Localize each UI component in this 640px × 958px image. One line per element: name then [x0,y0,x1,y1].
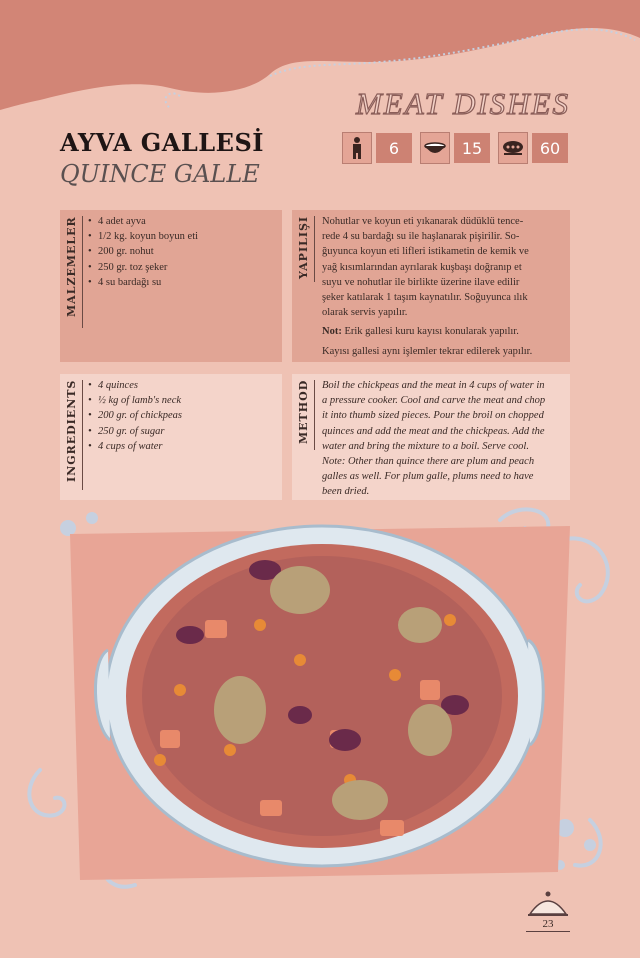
prep-time-stat [420,132,490,164]
recipe-stats [342,132,568,164]
list-item: • 4 cups of water [88,439,182,454]
text-line: yağ kısımlarından ayrılarak kuşbaşı doğranıp et [322,261,522,273]
prep-time-value: 15 [454,133,490,163]
text-line: olarak servis yapılır. [322,307,408,319]
note-label: Not: [322,326,342,338]
dish-photo [0,500,640,920]
list-item: • 200 gr. nohut [88,244,198,259]
cook-time-stat [498,132,568,164]
servings-value: 6 [376,133,412,163]
ingredients-label: INGREDIENTS [65,380,78,483]
servings-stat [342,132,412,164]
method-panel [292,374,570,500]
text-line: rede 4 su bardağı su ile haşlanarak pişirilir. So- [322,231,520,243]
cloche-icon [526,888,570,918]
text-line: suyu ve nohutlar ile birlikte üzerine ilave edilir [322,276,520,288]
list-item: • 200 gr. of chickpeas [88,408,182,423]
list-item: • 1/2 kg. koyun boyun eti [88,229,198,244]
list-item: • 4 adet ayva [88,214,198,229]
text-line: quinces and add the meat and the chickpeas. Add the [322,425,545,437]
malzemeler-label: MALZEMELER [65,216,78,317]
list-item: • 250 gr. of sugar [88,424,182,439]
divider [82,216,83,328]
text-line: been dried. [322,486,370,498]
ingredients-list [88,378,182,454]
cook-time-value: 60 [532,133,568,163]
yapilisi-panel [292,210,570,362]
text-line: water and bring the mixture to a boil. Serve cool. [322,440,529,452]
malzemeler-panel [60,210,282,362]
text-line: galles as well. For plum galle, plums need to have [322,471,534,483]
divider [82,380,83,490]
list-item: • ½ kg of lamb's neck [88,393,182,408]
pot-icon [420,132,450,164]
text-line: Nohutlar ve koyun eti yıkanarak düdüklü tence- [322,216,524,227]
yapilisi-text [322,214,564,359]
list-item: • 4 quinces [88,378,182,393]
list-item: • 250 gr. toz şeker [88,260,198,275]
page-number-underline [526,931,570,932]
method-label: METHOD [297,380,310,445]
note-line-2: Kayısı gallesi aynı işlemler tekrar edilerek yapılır. [322,345,533,357]
person-icon [342,132,372,164]
text-line: a pressure cooker. Cool and carve the meat and chop [322,395,546,407]
text-line: it into thumb sized pieces. Pour the broil on chopped [322,410,544,422]
category-heading: MEAT DISHES [355,86,570,121]
yapilisi-label: YAPILIŞI [297,216,310,280]
list-item: • 4 su bardağı su [88,275,198,290]
stove-icon [498,132,528,164]
page-number: 23 [542,918,554,930]
divider [314,380,315,450]
text-line: ğuyunca koyun eti lifleri istikametin de kemik ve [322,246,529,258]
malzemeler-list [88,214,198,290]
method-text [322,378,564,500]
note-line [322,324,564,339]
note-text: Erik gallesi kuru kayısı konularak yapılır. [344,326,519,338]
recipe-title: AYVA GALLESİ [60,128,265,157]
text-line: Boil the chickpeas and the meat in 4 cups of water in [322,380,545,391]
text-line: Note: Other than quince there are plum and peach [322,456,535,468]
recipe-subtitle: QUINCE GALLE [60,160,260,188]
text-line: şeker katılarak 1 taşım kaynatılır. Soğuyunca ılık [322,292,528,304]
ingredients-panel [60,374,282,500]
divider [314,216,315,282]
